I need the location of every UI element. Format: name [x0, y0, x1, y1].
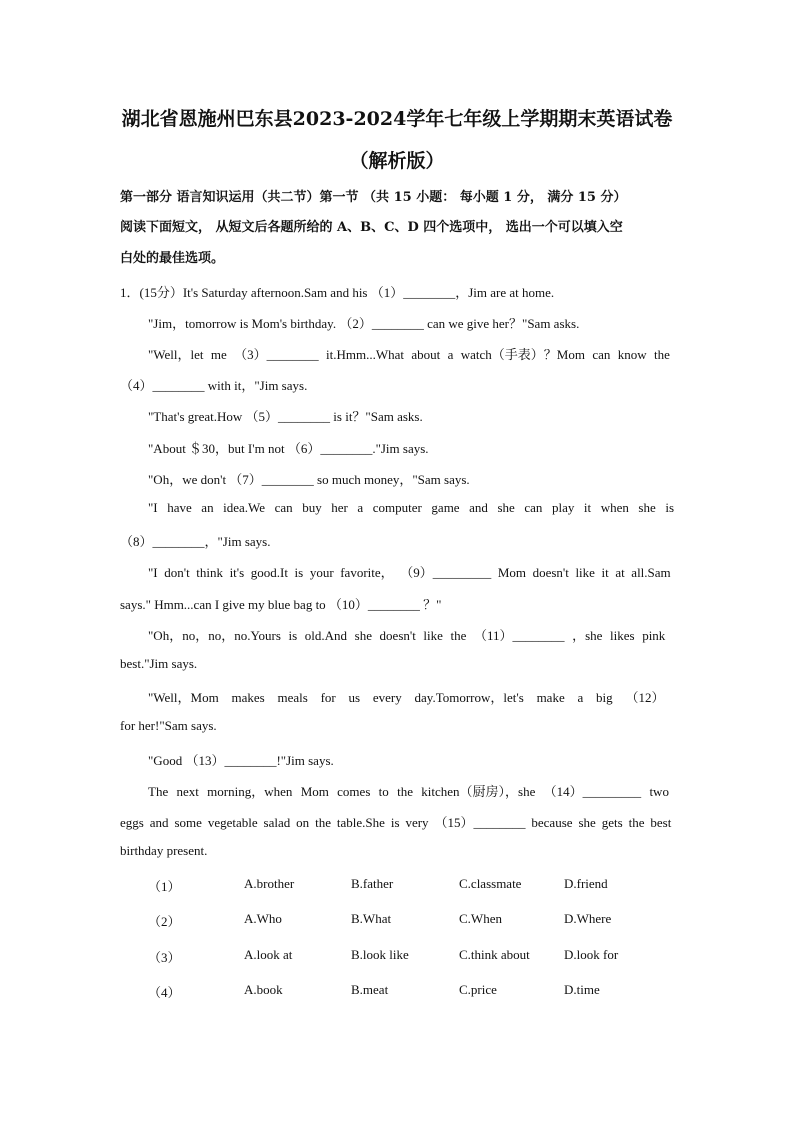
instruction-line: 阅读下面短文， 从短文后各题所给的 A、B、C、D 四个选项中， 选出一个可以填入空 — [120, 220, 623, 235]
passage-line: "Good （13）________!"Jim says. — [148, 753, 334, 768]
passage-line: "Oh，we don't （7）________ so much money，"Sam says. — [148, 472, 470, 487]
question-number: （3） — [148, 950, 181, 965]
option-d: D.friend — [564, 876, 608, 891]
option-b: B.look like — [351, 947, 409, 962]
option-c: C.When — [459, 911, 502, 926]
passage-line: "About ＄30，but I'm not （6）________."Jim says. — [148, 441, 429, 456]
option-b: B.father — [351, 876, 394, 891]
passage-line: "I don't think it's good.It is your favorite， （9）_________ Mom doesn't like it at all.Sam — [148, 565, 671, 580]
passage-line: "That's great.How （5）________ is it？"Sam asks. — [148, 409, 423, 424]
option-a: A.book — [244, 982, 283, 997]
option-c: C.classmate — [459, 876, 522, 891]
passage-line: "Jim，tomorrow is Mom's birthday. （2）________ can we give her？"Sam asks. — [148, 316, 580, 331]
passage-line: "Well，let me （3）________ it.Hmm...What about a watch（手表）？Mom can know the — [148, 347, 670, 362]
passage-line: （4）________ with it，"Jim says. — [120, 378, 308, 393]
option-a: A.brother — [244, 876, 295, 891]
passage-line: best."Jim says. — [120, 656, 198, 671]
page-title: 湖北省恩施州巴东县2023-2024学年七年级上学期期末英语试卷 — [121, 108, 673, 130]
option-d: D.time — [564, 982, 600, 997]
question-number: （4） — [148, 985, 181, 1000]
option-a: A.Who — [244, 911, 282, 926]
passage-line: "Well，Mom makes meals for us every day.Tomorrow，let's make a big （12） — [148, 690, 665, 705]
option-b: B.What — [351, 911, 392, 926]
passage-line: （8）________，"Jim says. — [120, 534, 271, 549]
option-c: C.think about — [459, 947, 530, 962]
passage-line: The next morning，when Mom comes to the kitchen（厨房），she （14）_________ two — [148, 784, 669, 799]
passage-line: birthday present. — [120, 843, 208, 858]
section-header: 第一部分 语言知识运用（共二节）第一节 （共 15 小题： 每小题 1 分， 满分 15 分） — [120, 190, 627, 205]
option-c: C.price — [459, 982, 497, 997]
passage-line: eggs and some vegetable salad on the table.She is very （15）________ because she gets the best — [120, 815, 672, 830]
page-subtitle: （解析版） — [349, 150, 445, 172]
option-b: B.meat — [351, 982, 389, 997]
option-d: D.Where — [564, 911, 612, 926]
passage-line: "Oh，no，no，no.Yours is old.And she doesn't like the （11）________ ，she likes pink — [148, 628, 666, 643]
question-number: （1） — [148, 879, 181, 894]
option-d: D.look for — [564, 947, 619, 962]
passage-line: "I have an idea.We can buy her a computer game and she can play it when she is — [148, 500, 674, 515]
option-a: A.look at — [244, 947, 293, 962]
instruction-line: 白处的最佳选项。 — [120, 251, 225, 266]
passage-line: for her!"Sam says. — [120, 718, 217, 733]
passage-line: says." Hmm...can I give my blue bag to （10）________ ？" — [120, 597, 442, 612]
question-number: （2） — [148, 914, 181, 929]
passage-line: 1．(15分）It's Saturday afternoon.Sam and his （1）________，Jim are at home. — [120, 285, 555, 300]
